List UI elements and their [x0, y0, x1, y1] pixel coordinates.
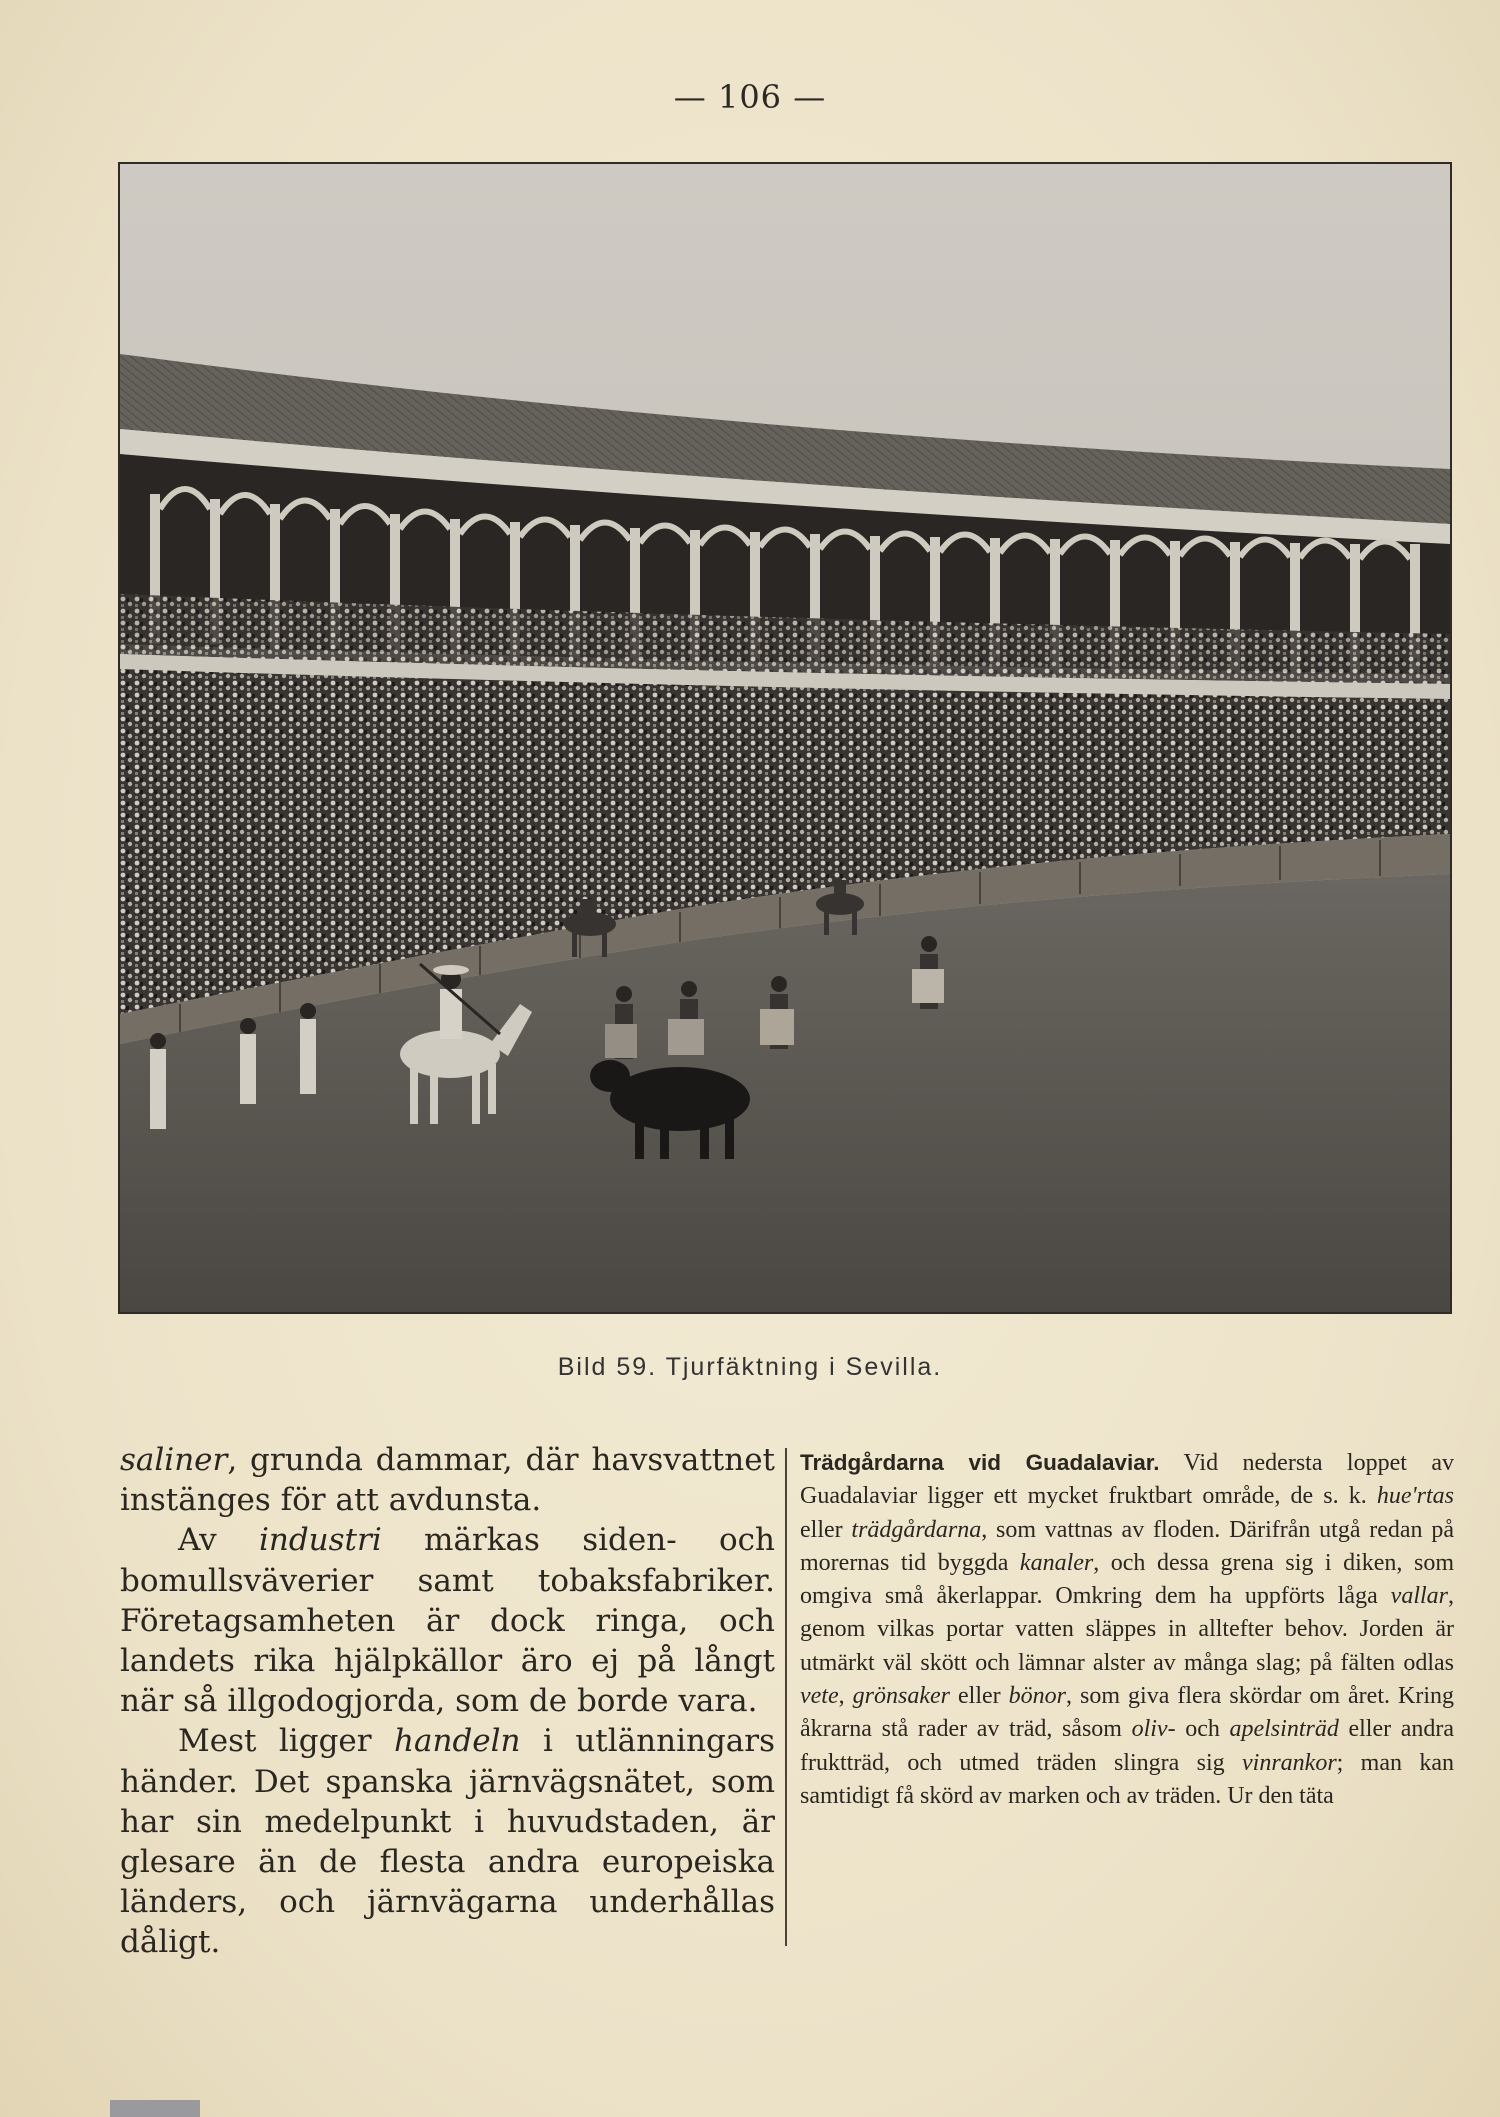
- paragraph-text: märkas siden- och bomullsväverier samt tobaksfabriker. Företagsamheten är dock ringa, och landets rika hjälpkällor äro ej på långt när så illgodogjorda, som de borde vara.: [120, 1522, 775, 1720]
- paragraph-text: ; man kan samtidigt få skörd av marken och av träden. Ur den täta: [800, 1749, 1454, 1809]
- section-heading: Trädgårdarna vid Guadalaviar.: [800, 1450, 1160, 1475]
- paragraph-text: eller: [800, 1516, 852, 1543]
- paragraph: [120, 1440, 775, 1520]
- paragraph-text: , som giva flera skördar om året. Kring åkrarna stå rader av träd, såsom: [800, 1683, 1455, 1743]
- paragraph: [800, 1446, 1454, 1813]
- italic-term: grönsaker: [852, 1683, 950, 1710]
- paragraph-text: , och dessa grena sig i diken, som omgiva små åkerlappar. Omkring dem ha uppförts låga: [800, 1549, 1454, 1610]
- paragraph-text: Vid nedersta loppet av Guadalaviar ligger ett mycket fruktbart område, de s. k.: [800, 1450, 1454, 1510]
- page-number: — 106 —: [673, 78, 827, 116]
- bullring-illustration: [120, 164, 1450, 1312]
- paragraph: [120, 1721, 775, 1962]
- figure-caption: Bild 59. Tjurfäktning i Sevilla.: [557, 1353, 943, 1381]
- paragraph-text: eller: [949, 1683, 1009, 1710]
- italic-term: bönor: [1008, 1683, 1066, 1710]
- italic-term: vallar: [1390, 1583, 1448, 1610]
- italic-term: hue'rtas: [1376, 1483, 1454, 1510]
- paragraph-text: Mest ligger: [178, 1723, 395, 1760]
- paragraph-text: , genom vilkas portar vatten släppes in alltefter behov. Jorden är utmärkt väl skött och lämnar alster av många slag; på fälten odlas: [800, 1583, 1454, 1676]
- left-text-column: [120, 1440, 775, 1963]
- italic-term: apelsinträd: [1229, 1716, 1339, 1743]
- italic-term: trädgårdarna: [851, 1516, 982, 1543]
- paragraph-text: Av: [178, 1522, 259, 1559]
- right-text-column: [800, 1446, 1454, 1813]
- paragraph-text: ,: [838, 1683, 853, 1710]
- scan-edge-mark: [110, 2100, 200, 2117]
- italic-term: handeln: [394, 1723, 521, 1760]
- italic-term: saliner: [120, 1442, 228, 1478]
- paragraph-text: , grunda dammar, där havsvattnet instänges för att avdunsta.: [120, 1442, 775, 1519]
- bullfight-photograph: [118, 162, 1452, 1314]
- paragraph-text: eller andra fruktträd, och utmed träden slingra sig: [800, 1716, 1455, 1776]
- italic-term: vete: [800, 1683, 839, 1710]
- italic-term: industri: [258, 1522, 382, 1559]
- column-divider: [785, 1448, 787, 1946]
- italic-term: kanaler: [1019, 1549, 1094, 1576]
- paragraph-text: och: [1175, 1716, 1230, 1743]
- paragraph: [120, 1520, 775, 1721]
- paragraph-text: , som vattnas av floden. Därifrån utgå redan på morernas tid byggda: [800, 1516, 1454, 1576]
- italic-term: oliv-: [1131, 1716, 1176, 1743]
- paragraph-text: i utlänningars händer. Det spanska järnvägsnätet, som har sin medelpunkt i huvudstaden, är glesare än de flesta andra europeiska länders, och järnvägarna underhållas dåligt.: [120, 1723, 776, 1961]
- italic-term: vinrankor: [1242, 1749, 1337, 1776]
